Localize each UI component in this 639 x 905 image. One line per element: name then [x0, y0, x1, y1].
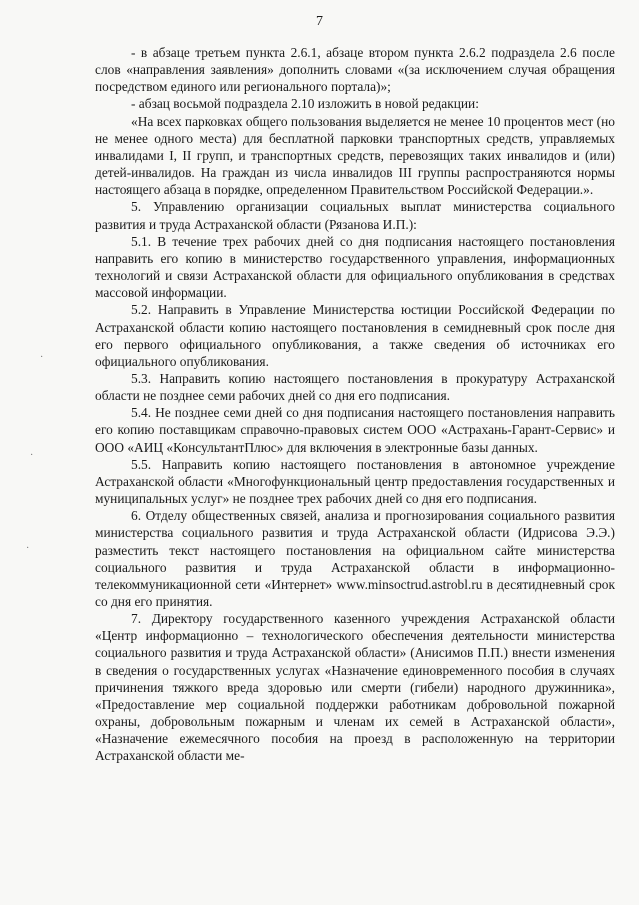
document-body	[95, 44, 615, 765]
paragraph-item-5-5: 5.5. Направить копию настоящего постановления в автономное учреждение Астраханской области «Многофункциональный центр предоставления государственных и муниципальных услуг» не позднее трех рабочих дней со дня его подписания.	[95, 456, 615, 507]
paragraph-amendment-2-10: - абзац восьмой подраздела 2.10 изложить в новой редакции:	[131, 96, 479, 112]
scan-speck: ·	[26, 543, 30, 554]
paragraph-item-6: 6. Отделу общественных связей, анализа и прогнозирования социального развития министерства социального развития и труда Астраханской области (Идрисова Э.Э.) разместить текст настоящего постановления на официальном сайте министерства социального развития и труда Астраханской области в информационно-телекоммуникационной сети «Интернет» www.minsoctrud.astrobl.ru в десятидневный срок со дня его принятия.	[95, 508, 615, 609]
paragraph-item-7: 7. Директору государственного казенного учреждения Астраханской области «Центр информационно – технологического обеспечения деятельности министерства социального развития и труда Астраханской области» (Анисимов П.П.) внести изменения в сведения о государственных услугах «Назначение единовременного пособия в случаях причинения тяжкого вреда здоровью или смерти (гибели) народного дружинника», «Предоставление мер социальной поддержки работникам добровольной пожарной охраны, добровольным пожарным и членам их семей в Астраханской области», «Назначение ежемесячного пособия на проезд в расположенную на территории Астраханской области ме-	[95, 611, 615, 764]
page-number: 7	[316, 14, 323, 29]
paragraph-item-5-3: 5.3. Направить копию настоящего постановления в прокуратуру Астраханской области не позднее семи рабочих дней со дня его подписания.	[95, 370, 615, 404]
paragraph-parking-quote: «На всех парковках общего пользования выделяется не менее 10 процентов мест (но не менее одного места) для бесплатной парковки транспортных средств, управляемых инвалидами I, II групп, и транспортных средств, перевозящих таких инвалидов и (или) детей-инвалидов. На граждан из числа инвалидов III группы распространяются нормы настоящего абзаца в порядке, определенном Правительством Российской Федерации.».	[95, 113, 615, 198]
paragraph-amendment-2-6: - в абзаце третьем пункта 2.6.1, абзаце втором пункта 2.6.2 подраздела 2.6 после слов «направления заявления» дополнить словами «(за исключением случая обращения посредством единого или регионального портала)»;	[95, 45, 615, 95]
scan-speck: ·	[30, 450, 34, 461]
paragraph-item-5-4: 5.4. Не позднее семи дней со дня подписания настоящего постановления направить его копию поставщикам справочно-правовых систем ООО «Астрахань-Гарант-Сервис» и ООО «АИЦ «КонсультантПлюс» для включения в электронные базы данных.	[95, 405, 615, 455]
scan-speck: ·	[40, 352, 44, 363]
paragraph-item-5: 5. Управлению организации социальных выплат министерства социального развития и труда Астраханской области (Рязанова И.П.):	[95, 199, 615, 232]
paragraph-item-5-1: 5.1. В течение трех рабочих дней со дня подписания настоящего постановления направить его копию в министерство государственного управления, информационных технологий и связи Астраханской области для официального опубликования в средствах массовой информации.	[95, 233, 615, 301]
paragraph-item-5-2: 5.2. Направить в Управление Министерства юстиции Российской Федерации по Астраханской области копию настоящего постановления в семидневный срок после дня его первого официального опубликования, а также сведения об источниках его официального опубликования.	[95, 302, 615, 369]
